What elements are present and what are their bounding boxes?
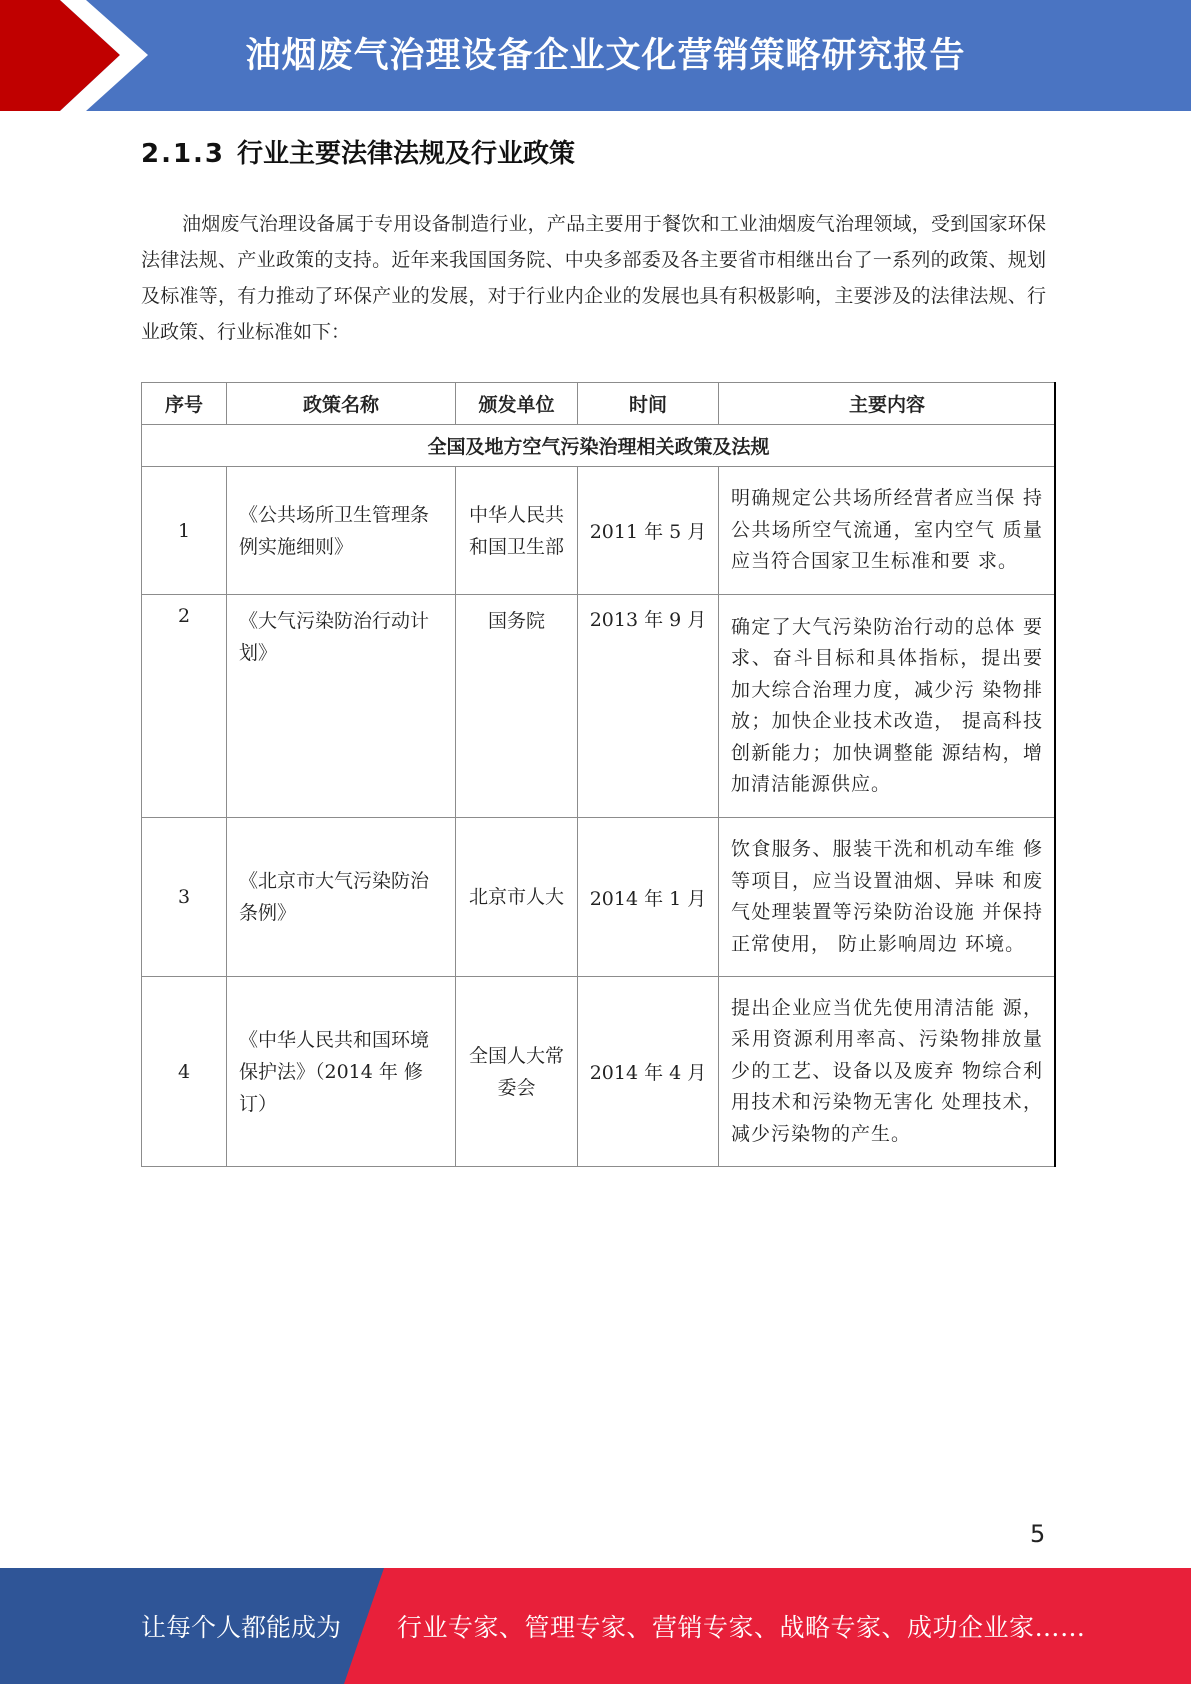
header-content: 主要内容 bbox=[719, 383, 1056, 425]
header-number: 序号 bbox=[142, 383, 227, 425]
table-right-border bbox=[1054, 382, 1056, 1167]
issue-time: 2014 年 4 月 bbox=[578, 977, 719, 1167]
header-time: 时间 bbox=[578, 383, 719, 425]
footer-slogan-right: 行业专家、管理专家、营销专家、战略专家、成功企业家…… bbox=[397, 1613, 1086, 1642]
policy-content: 提出企业应当优先使用清洁能 源，采用资源利用率高、污染物排放量少的工艺、设备以及废弃 物综合利用技术和污染物无害化 处理技术， 减少污染物的产生。 bbox=[719, 977, 1056, 1167]
section-number: 2.1.3 bbox=[141, 139, 226, 169]
report-title: 油烟废气治理设备企业文化营销策略研究报告 bbox=[245, 36, 966, 76]
page-number: 5 bbox=[1030, 1520, 1046, 1548]
section-heading bbox=[141, 133, 575, 170]
issue-time: 2014 年 1 月 bbox=[578, 818, 719, 977]
footer-slogan-left: 让每个人都能成为 bbox=[141, 1613, 342, 1642]
row-number: 2 bbox=[142, 595, 227, 818]
intro-paragraph: 油烟废气治理设备属于专用设备制造行业，产品主要用于餐饮和工业油烟废气治理领域，受到国家环保法律法规、产业政策的支持。近年来我国国务院、中央多部委及各主要省市相继出台了一系列的政策、规划及标准等，有力推动了环保产业的发展，对于行业内企业的发展也具有积极影响，主要涉及的法律法规、行业政策、行业标准如下： bbox=[141, 213, 1046, 343]
policy-content: 明确规定公共场所经营者应当保 持公共场所空气流通，室内空气 质量应当符合国家卫生标准和要 求。 bbox=[719, 467, 1056, 595]
policy-name: 《中华人民共和国环境保护法》（2014 年 修订） bbox=[227, 977, 456, 1167]
issue-time: 2011 年 5 月 bbox=[578, 467, 719, 595]
issuer: 北京市人大 bbox=[456, 818, 578, 977]
issue-time: 2013 年 9 月 bbox=[578, 595, 719, 818]
policy-table bbox=[141, 382, 1056, 1167]
policy-name: 《公共场所卫生管理条例实施细则》 bbox=[227, 467, 456, 595]
issuer: 全国人大常委会 bbox=[456, 977, 578, 1167]
issuer: 国务院 bbox=[456, 595, 578, 818]
table-row bbox=[142, 818, 1056, 977]
table-header-row bbox=[142, 383, 1056, 425]
table-row bbox=[142, 467, 1056, 595]
policy-content: 饮食服务、服装干洗和机动车维 修等项目，应当设置油烟、异味 和废气处理装置等污染防治设施 并保持正常使用， 防止影响周边 环境。 bbox=[719, 818, 1056, 977]
row-number: 4 bbox=[142, 977, 227, 1167]
page-footer bbox=[0, 1568, 1191, 1684]
policy-name: 《北京市大气污染防治条例》 bbox=[227, 818, 456, 977]
header-issuer: 颁发单位 bbox=[456, 383, 578, 425]
section-title: 行业主要法律法规及行业政策 bbox=[237, 139, 576, 169]
policy-name: 《大气污染防治行动计划》 bbox=[227, 595, 456, 818]
page-header bbox=[0, 0, 1191, 111]
row-number: 1 bbox=[142, 467, 227, 595]
table-row bbox=[142, 977, 1056, 1167]
table-row bbox=[142, 595, 1056, 818]
group-title: 全国及地方空气污染治理相关政策及法规 bbox=[142, 425, 1056, 467]
table-group-row bbox=[142, 425, 1056, 467]
issuer: 中华人民共和国卫生部 bbox=[456, 467, 578, 595]
row-number: 3 bbox=[142, 818, 227, 977]
policy-content: 确定了大气污染防治行动的总体 要求、奋斗目标和具体指标，提出要加大综合治理力度，减少污 染物排放；加快企业技术改造， 提高科技创新能力；加快调整能 源结构，增加清洁能源供应。 bbox=[719, 595, 1056, 818]
header-policy-name: 政策名称 bbox=[227, 383, 456, 425]
